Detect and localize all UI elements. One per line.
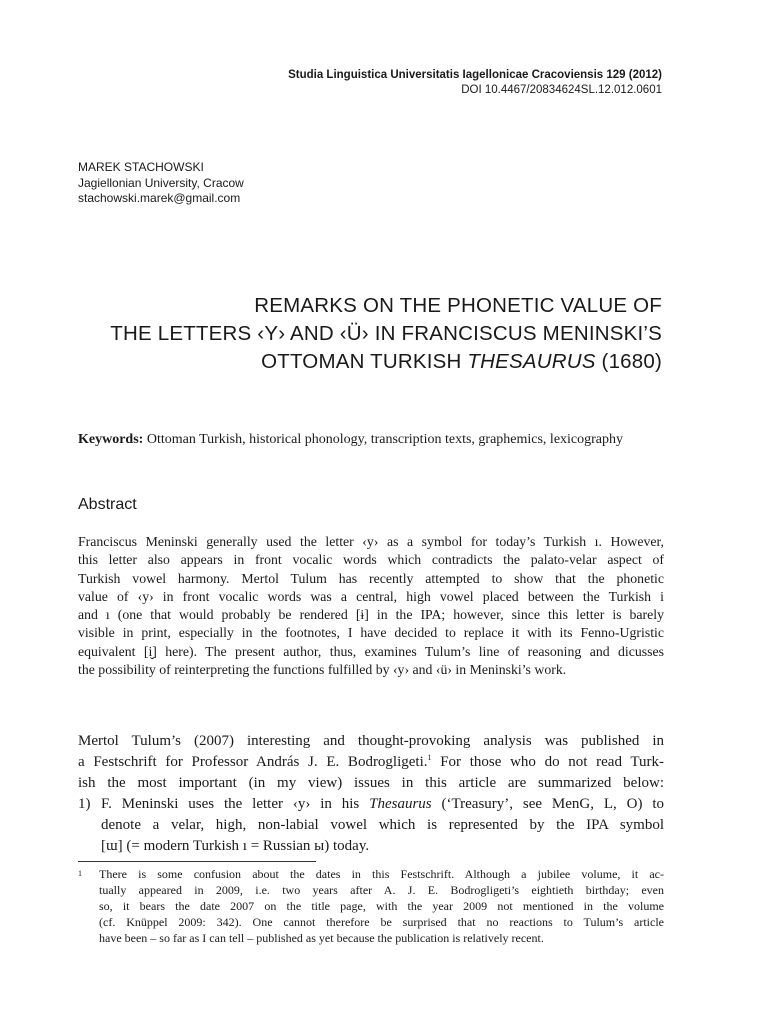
abstract-line: and ı (one that would probably be rendered [ɨ] in the IPA; however, since this letter is barely: [78, 607, 664, 623]
author-email: stachowski.marek@gmail.com: [78, 191, 241, 205]
journal-title: Studia Linguistica Universitatis Iagellonicae Cracoviensis 129 (2012): [288, 69, 662, 81]
article-title: [62, 292, 662, 376]
list-item-line: [101, 794, 664, 815]
abstract-body: [78, 533, 664, 679]
doi: DOI 10.4467/20834624SL.12.012.0601: [461, 84, 662, 96]
keywords: [78, 430, 664, 449]
title-line-2: THE LETTERS ‹Y› AND ‹Ü› IN FRANCISCUS MENINSKI’S: [110, 322, 662, 345]
list-item-text: (‘Treasury’, see MenG, L, O) to: [431, 796, 664, 812]
title-line-3-post: (1680): [595, 350, 662, 373]
paragraph-line: [78, 752, 664, 773]
abstract-line: Turkish vowel harmony. Mertol Tulum has recently attempted to show that the phonetic: [78, 570, 664, 586]
abstract-line: equivalent [i̮] here). The present author, thus, examines Tulum’s line of reasoning and dicusses: [78, 643, 664, 659]
body-text: [78, 731, 664, 857]
footnote-line: so, it bears the date 2007 on the title page, with the year 2009 not mentioned in the volume: [99, 899, 664, 913]
abstract-line: the possibility of reinterpreting the functions fulfilled by ‹y› and ‹ü› in Meninski’s work.: [78, 662, 567, 678]
list-item-text: F. Meninski uses the letter ‹y› in his: [101, 796, 370, 812]
list-item-italic: Thesaurus: [369, 796, 432, 812]
author-name: MAREK STACHOWSKI: [78, 160, 204, 174]
footnote-divider: [78, 861, 316, 862]
keywords-label: Keywords:: [78, 432, 144, 447]
title-line-1: REMARKS ON THE PHONETIC VALUE OF: [254, 294, 662, 317]
journal-header: [288, 68, 662, 98]
title-italic-word: THESAURUS: [467, 350, 596, 373]
paragraph-text: For those who do not read Turk-: [431, 754, 664, 770]
abstract-line: value of ‹y› in front vocalic words was a central, high vowel placed between the Turkish i: [78, 588, 664, 604]
footnote-ref: 1: [427, 753, 432, 762]
keywords-text: Ottoman Turkish, historical phonology, transcription texts, graphemics, lexicography: [143, 432, 624, 447]
footnote-line: tually appeared in 2009, i.e. two years after A. J. E. Bodrogligeti’s eightieth birthday; even: [99, 883, 664, 897]
abstract-line: this letter also appears in front vocalic words which contradicts the palato-velar aspect of: [78, 552, 664, 568]
footnote-number: 1: [78, 869, 82, 878]
abstract-line: Franciscus Meninski generally used the letter ‹y› as a symbol for today’s Turkish ı. However,: [78, 534, 664, 549]
author-block: [78, 160, 244, 207]
footnote: [78, 866, 664, 946]
abstract-line: visible in print, especially in the footnotes, I have decided to replace it with its Fenno-Ugristic: [78, 625, 664, 641]
abstract-heading: Abstract: [78, 496, 137, 513]
paragraph-line: ish the most important (in my view) issues in this article are summarized below:: [78, 775, 664, 791]
title-line-3: [62, 348, 662, 376]
footnote-line: (cf. Knüppel 2009: 342). One cannot therefore be surprised that no reactions to Tulum’s article: [99, 915, 664, 929]
footnote-line: There is some confusion about the dates in this Festschrift. Although a jubilee volume, it ac-: [99, 867, 664, 881]
list-item-line: [ɯ] (= modern Turkish ı = Russian ы) today.: [101, 838, 370, 854]
footnote-line: have been – so far as I can tell – published as yet because the publication is relatively recent.: [99, 931, 544, 945]
list-item-number: 1): [78, 796, 91, 812]
title-line-3-pre: OTTOMAN TURKISH: [261, 350, 468, 373]
list-item-line: denote a velar, high, non-labial vowel which is represented by the IPA symbol: [101, 817, 664, 833]
author-affiliation: Jagiellonian University, Cracow: [78, 175, 244, 190]
list-item: [78, 794, 664, 857]
paragraph-line: Mertol Tulum’s (2007) interesting and thought-provoking analysis was published in: [78, 733, 664, 749]
paragraph-text: a Festschrift for Professor András J. E. Bodrogligeti.: [78, 754, 428, 770]
